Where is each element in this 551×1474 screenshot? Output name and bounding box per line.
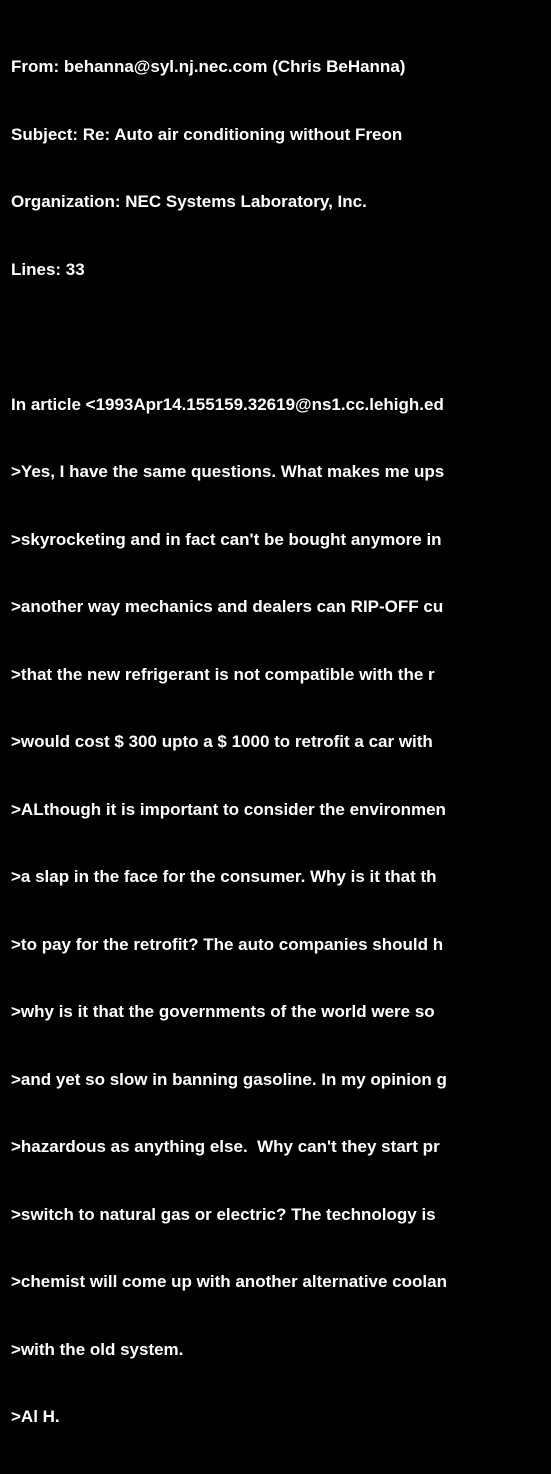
header-separator: [11, 326, 551, 349]
quoted-line: >that the new refrigerant is not compatible with the r: [11, 664, 435, 684]
message-text: [11, 11, 551, 1474]
header-organization: Organization: NEC Systems Laboratory, Inc.: [11, 192, 367, 211]
quoted-line: >switch to natural gas or electric? The technology is: [11, 1204, 436, 1224]
quoted-line: >and yet so slow in banning gasoline. In my opinion g: [11, 1069, 447, 1089]
quoted-line: >ALthough it is important to consider the environmen: [11, 799, 446, 819]
body-attribution: In article <1993Apr14.155159.32619@ns1.cc.lehigh.ed: [11, 394, 444, 414]
header-from: From: behanna@syl.nj.nec.com (Chris BeHanna): [11, 57, 406, 76]
header-lines: Lines: 33: [11, 259, 85, 279]
quoted-line: >would cost $ 300 upto a $ 1000 to retrofit a car with: [11, 732, 433, 751]
quoted-line: >a slap in the face for the consumer. Why is it that th: [11, 867, 437, 886]
quoted-line: >Yes, I have the same questions. What makes me ups: [11, 462, 445, 481]
quoted-line: >why is it that the governments of the world were so: [11, 1002, 435, 1021]
quoted-line: >to pay for the retrofit? The auto companies should h: [11, 934, 444, 954]
quoted-line: >another way mechanics and dealers can RIP-OFF cu: [11, 597, 444, 616]
quoted-line: >hazardous as anything else. Why can't they start pr: [11, 1137, 440, 1156]
quoted-line: >Al H.: [11, 1407, 60, 1426]
header-subject: Subject: Re: Auto air conditioning without Freon: [11, 124, 403, 144]
quoted-line: >chemist will come up with another alternative coolan: [11, 1272, 447, 1291]
quoted-line: >skyrocketing and in fact can't be bought anymore in: [11, 529, 442, 549]
quoted-line: >with the old system.: [11, 1339, 184, 1359]
